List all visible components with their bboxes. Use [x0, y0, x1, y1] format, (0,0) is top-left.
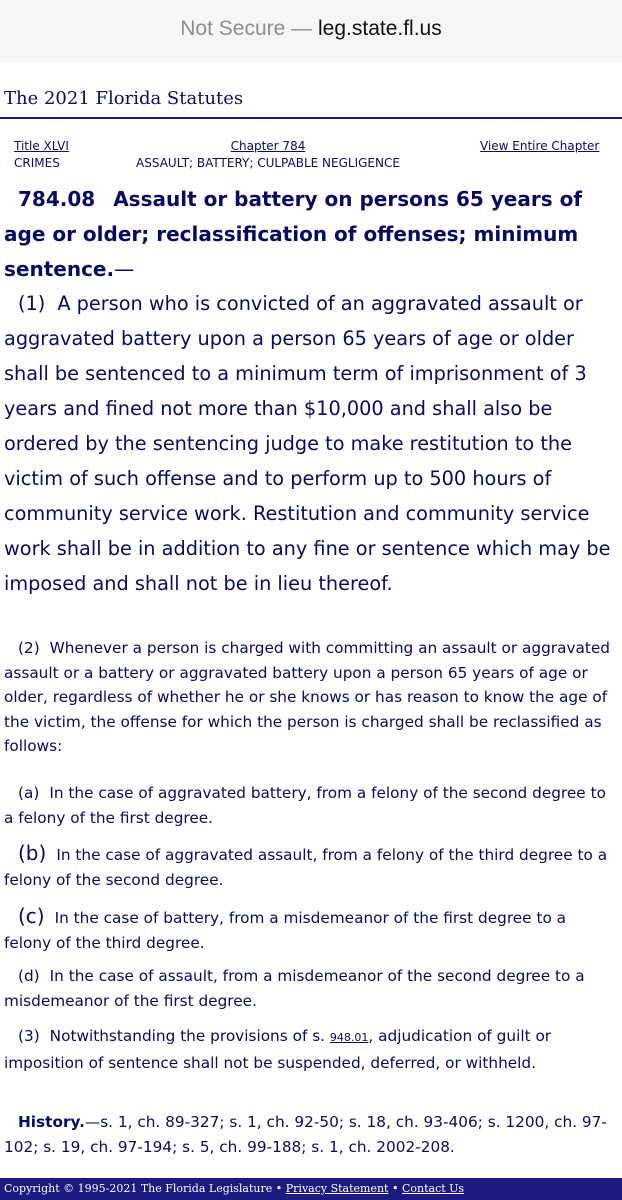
paragraph-c — [4, 904, 616, 955]
subsection-1-label: (1) — [18, 292, 46, 315]
subsection-2-label: (2) — [18, 639, 40, 657]
paragraph-b-label: (b) — [18, 841, 47, 865]
view-entire-chapter-link[interactable]: View Entire Chapter — [480, 139, 600, 153]
footer-bar — [0, 1178, 622, 1200]
section-dash: — — [114, 257, 135, 281]
footer-bullet: • — [275, 1182, 283, 1195]
chapter-link[interactable]: Chapter 784 — [230, 139, 306, 153]
subsection-2 — [4, 636, 616, 759]
title-name: CRIMES — [14, 156, 60, 170]
paragraph-a — [4, 781, 616, 830]
subsection-2-text: Whenever a person is charged with committing an assault or aggravated assault or a battery or aggravated battery upon a person 65 years of age or older, regardless of whether he or she knows or has reason to know the age of the victim, the offense for which the person is charged shall be reclassified as follows: — [4, 639, 611, 755]
history-dash: — — [84, 1113, 101, 1131]
address-separator: — — [291, 17, 313, 40]
section-catchline: Assault or battery on persons 65 years of age or older; reclassification of offenses; minimum sentence. — [4, 187, 583, 281]
title-nav — [14, 138, 69, 172]
title-link[interactable]: Title XLVI — [14, 139, 69, 153]
footer-bullet: • — [391, 1182, 399, 1195]
subsection-3-text-after: , adjudication of guilt or imposition of sentence shall not be suspended, deferred, or withheld. — [4, 1027, 552, 1072]
history-note — [4, 1110, 616, 1159]
history-text: s. 1, ch. 89-327; s. 1, ch. 92-50; s. 18, ch. 93-406; s. 1200, ch. 97-102; s. 19, ch. 97-194; s. 5, ch. 99-188; s. 1, ch. 2002-208. — [4, 1113, 607, 1156]
security-label: Not Secure — [180, 17, 286, 40]
subsection-1-text: A person who is convicted of an aggravated assault or aggravated battery upon a person 65 years of age or older shall be sentenced to a minimum term of imprisonment of 3 years and fined not more than $10,000 and shall also be ordered by the sentencing judge to make restitution to the victim of such offense and to perform up to 500 hours of community service work. Restitution and community service work shall be in addition to any fine or sentence which may be imposed and shall not be in lieu thereof. — [4, 292, 611, 595]
paragraph-a-label: (a) — [18, 784, 40, 802]
paragraph-a-text: In the case of aggravated battery, from a felony of the second degree to a felony of the first degree. — [4, 784, 606, 827]
paragraph-c-label: (c) — [18, 904, 45, 928]
paragraph-d — [4, 964, 616, 1013]
paragraph-c-text: In the case of battery, from a misdemeanor of the first degree to a felony of the third degree. — [4, 909, 567, 952]
paragraph-b-text: In the case of aggravated assault, from a felony of the third degree to a felony of the second degree. — [4, 846, 608, 889]
subsection-1 — [4, 286, 616, 601]
copyright-text: Copyright © 1995-2021 The Florida Legislature — [4, 1182, 273, 1195]
subsection-3-label: (3) — [18, 1027, 40, 1045]
page-title: The 2021 Florida Statutes — [4, 88, 244, 109]
view-chapter-nav — [480, 138, 599, 155]
chapter-name: ASSAULT; BATTERY; CULPABLE NEGLIGENCE — [136, 156, 400, 170]
paragraph-d-text: In the case of assault, from a misdemeanor of the second degree to a misdemeanor of the first degree. — [4, 967, 585, 1010]
paragraph-d-label: (d) — [18, 967, 40, 985]
history-label: History. — [18, 1113, 85, 1131]
domain-text: leg.state.fl.us — [318, 17, 442, 40]
paragraph-b — [4, 841, 616, 892]
title-divider — [0, 117, 622, 119]
subsection-3-text-before: Notwithstanding the provisions of s. — [49, 1027, 326, 1045]
browser-address-bar[interactable] — [0, 0, 622, 62]
contact-us-link[interactable]: Contact Us — [401, 1182, 465, 1195]
chapter-nav — [118, 138, 418, 172]
statute-948-01-link[interactable]: 948.01 — [329, 1031, 369, 1044]
section-number: 784.08 — [18, 187, 96, 211]
subsection-3 — [4, 1024, 616, 1075]
privacy-statement-link[interactable]: Privacy Statement — [285, 1182, 389, 1195]
section-heading — [4, 182, 616, 287]
